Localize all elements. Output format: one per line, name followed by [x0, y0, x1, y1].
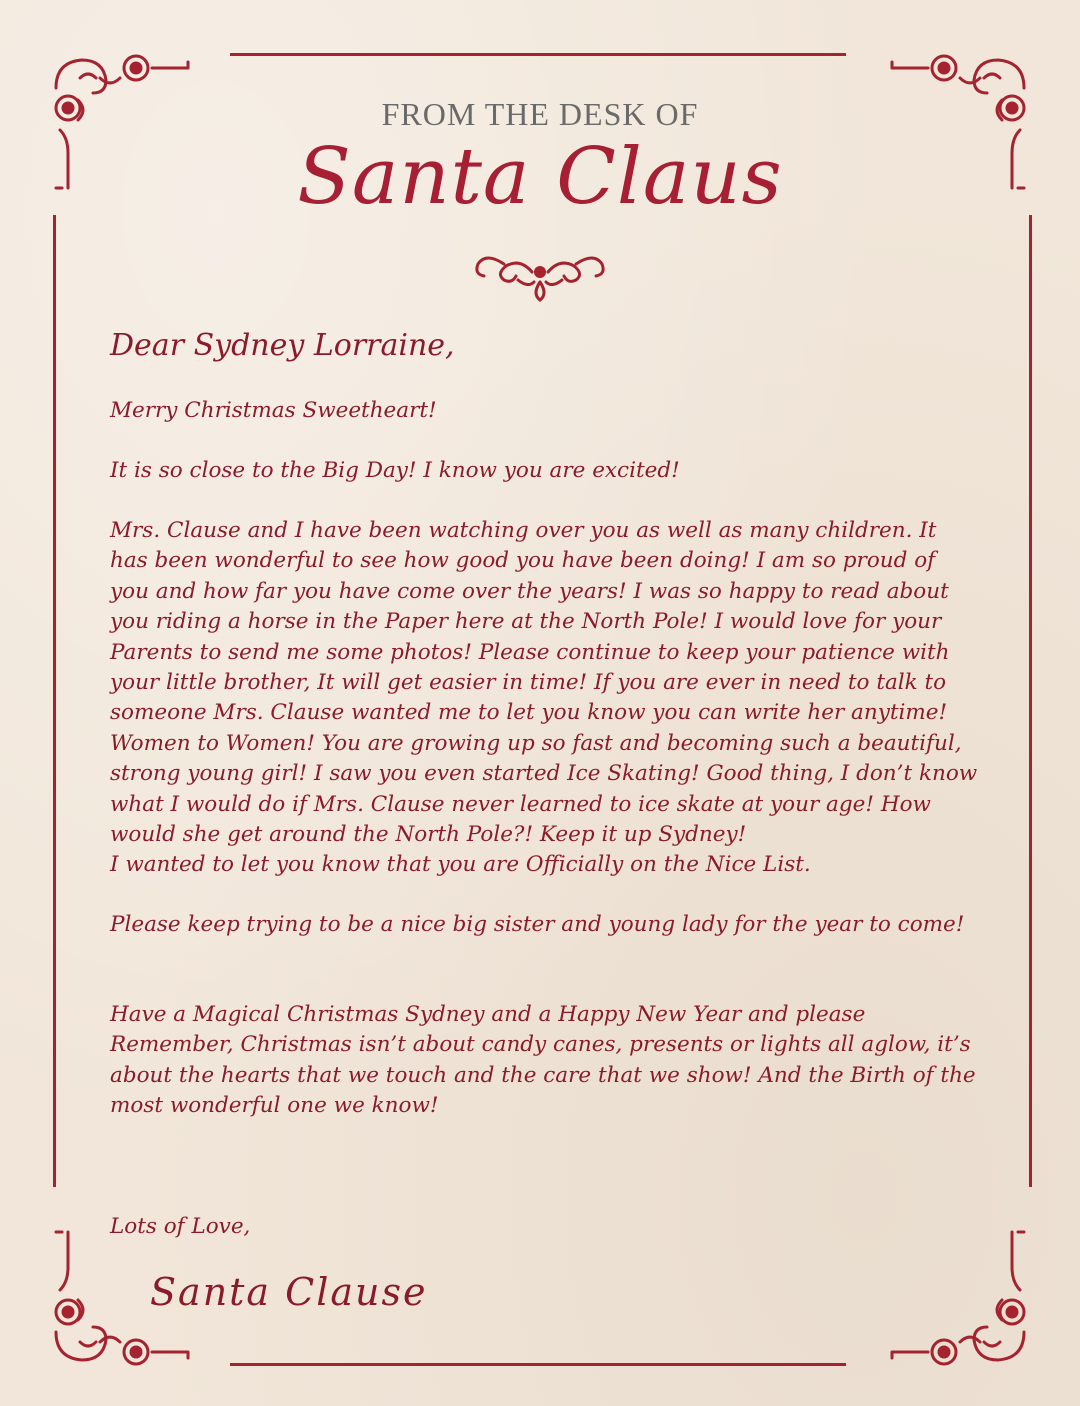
closing: Lots of Love,: [110, 1214, 251, 1239]
salutation: Dear Sydney Lorraine,: [110, 328, 455, 363]
header-flourish-icon: [470, 248, 610, 304]
frame-right-line: [1029, 215, 1032, 1187]
paragraph: Please keep trying to be a nice big sister and young lady for the year to come!: [110, 912, 965, 937]
paragraph: Merry Christmas Sweetheart!: [110, 398, 437, 423]
frame-left-line: [53, 215, 56, 1187]
paragraph: Mrs. Clause and I have been watching over you as well as many children. It has been wonderful to see how good you have been doing! I am so proud of you and how far you have come over the years! I was so happy to read about you riding a horse in the Paper here at the North Pole! I would love for your Parents to send me some photos! Please continue to keep your patience with your little brother, It will get easier in time! If you are ever in need to talk to someone Mrs. Clause wanted me to let you know you can write her anytime! Women to Women! You are growing up so fast and becoming such a beautiful, strong young girl! I saw you even started Ice Skating! Good thing, I don’t know what I would do if Mrs. Clause never learned to ice skate at your age! How would she get around the North Pole?! Keep it up Sydney! I wanted to let you know that you are Officially on the Nice List.: [110, 518, 978, 878]
signature: Santa Clause: [150, 1270, 428, 1314]
header-title: Santa Claus: [297, 132, 783, 222]
header-eyebrow: FROM THE DESK OF: [381, 96, 699, 132]
frame-top-line: [230, 53, 846, 56]
corner-flourish-icon: [882, 1222, 1032, 1372]
frame-bottom-line: [230, 1363, 846, 1366]
paragraph: It is so close to the Big Day! I know you are excited!: [110, 458, 680, 483]
paragraph: Have a Magical Christmas Sydney and a Happy New Year and please Remember, Christmas isn’t about candy canes, presents or lights all aglow, it’s about the hearts that we touch and the care that we show! And the Birth of the most wonderful one we know!: [110, 1002, 976, 1119]
